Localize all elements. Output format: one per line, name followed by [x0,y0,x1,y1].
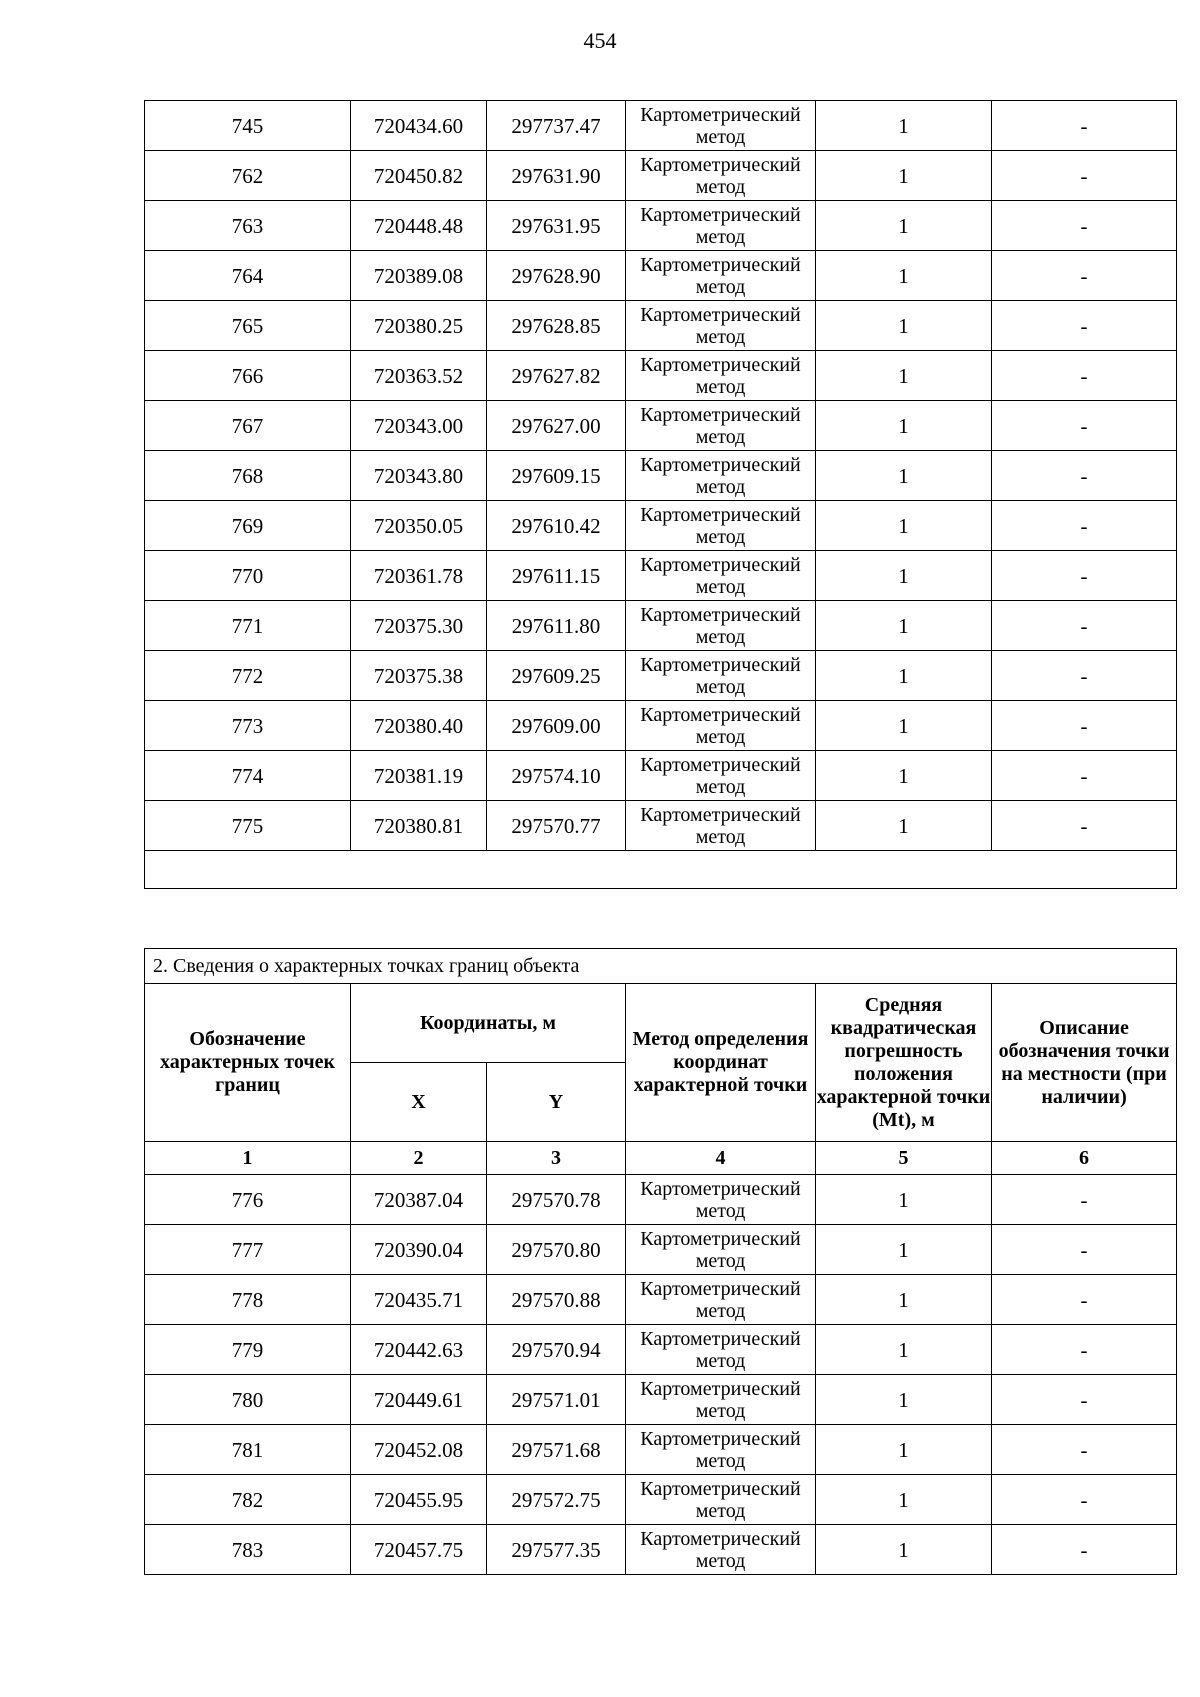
point-id-cell: 745 [145,101,351,151]
y-coordinate-cell: 297570.77 [487,801,626,851]
method-line-2: метод [695,575,746,598]
mt-error-cell: 1 [816,1475,992,1525]
mt-error-cell: 1 [816,201,992,251]
mt-error-cell: 1 [816,801,992,851]
method-line-1: Картометрический [640,1477,801,1500]
method-line-1: Картометрический [640,103,801,126]
column-number: 2 [351,1142,487,1175]
y-coordinate-cell: 297611.80 [487,601,626,651]
table-row [145,501,1177,551]
method-line-2: метод [695,1199,746,1222]
y-coordinate-cell: 297570.80 [487,1225,626,1275]
method-line-2: метод [695,225,746,248]
table-row [145,351,1177,401]
x-coordinate-cell: 720361.78 [351,551,487,601]
point-id-cell: 766 [145,351,351,401]
x-coordinate-cell: 720380.40 [351,701,487,751]
method-line-2: метод [695,1449,746,1472]
x-coordinate-cell: 720343.80 [351,451,487,501]
method-line-1: Картометрический [640,353,801,376]
y-coordinate-cell: 297570.78 [487,1175,626,1225]
column-number-row [145,1142,1177,1175]
mt-error-cell: 1 [816,1175,992,1225]
description-cell: - [992,1225,1177,1275]
mt-error-cell: 1 [816,601,992,651]
table-row [145,151,1177,201]
point-id-cell: 775 [145,801,351,851]
mt-error-cell: 1 [816,401,992,451]
x-coordinate-cell: 720343.00 [351,401,487,451]
method-cell [626,551,816,601]
table-row [145,251,1177,301]
y-coordinate-cell: 297610.42 [487,501,626,551]
description-cell: - [992,601,1177,651]
method-line-1: Картометрический [640,1377,801,1400]
x-coordinate-cell: 720455.95 [351,1475,487,1525]
point-id-cell: 782 [145,1475,351,1525]
method-line-1: Картометрический [640,303,801,326]
x-coordinate-cell: 720375.38 [351,651,487,701]
mt-error-cell: 1 [816,1425,992,1475]
table-row [145,551,1177,601]
method-line-2: метод [695,625,746,648]
method-cell [626,1425,816,1475]
description-cell: - [992,351,1177,401]
mt-error-cell: 1 [816,1225,992,1275]
table-row [145,801,1177,851]
mt-error-cell: 1 [816,451,992,501]
method-line-1: Картометрический [640,1227,801,1250]
x-coordinate-cell: 720450.82 [351,151,487,201]
method-cell [626,401,816,451]
table-row [145,1425,1177,1475]
table-row [145,751,1177,801]
y-coordinate-cell: 297571.01 [487,1375,626,1425]
point-id-cell: 771 [145,601,351,651]
method-cell [626,1225,816,1275]
point-id-cell: 779 [145,1325,351,1375]
column-number: 4 [626,1142,816,1175]
y-coordinate-cell: 297609.00 [487,701,626,751]
description-cell: - [992,651,1177,701]
y-coordinate-cell: 297570.88 [487,1275,626,1325]
section-title-row [145,949,1177,984]
method-cell [626,101,816,151]
description-cell: - [992,1375,1177,1425]
method-line-1: Картометрический [640,703,801,726]
mt-error-cell: 1 [816,351,992,401]
header-description: Описание обозначения точки на местности (при наличии) [992,984,1177,1142]
method-line-1: Картометрический [640,403,801,426]
description-cell: - [992,1425,1177,1475]
y-coordinate-cell: 297611.15 [487,551,626,601]
method-line-1: Картометрический [640,553,801,576]
description-cell: - [992,301,1177,351]
x-coordinate-cell: 720381.19 [351,751,487,801]
method-line-2: метод [695,675,746,698]
method-line-2: метод [695,725,746,748]
method-line-2: метод [695,825,746,848]
description-cell: - [992,1525,1177,1575]
points-table-continued [144,100,1177,889]
mt-error-cell: 1 [816,551,992,601]
points-table-section-2 [144,948,1177,1575]
table-row [145,601,1177,651]
table-row [145,701,1177,751]
table-row [145,1225,1177,1275]
method-cell [626,701,816,751]
x-coordinate-cell: 720350.05 [351,501,487,551]
point-id-cell: 776 [145,1175,351,1225]
column-number: 6 [992,1142,1177,1175]
point-id-cell: 762 [145,151,351,201]
point-id-cell: 769 [145,501,351,551]
column-number: 3 [487,1142,626,1175]
mt-error-cell: 1 [816,701,992,751]
method-line-1: Картометрический [640,653,801,676]
method-cell [626,801,816,851]
y-coordinate-cell: 297627.82 [487,351,626,401]
description-cell: - [992,401,1177,451]
x-coordinate-cell: 720435.71 [351,1275,487,1325]
x-coordinate-cell: 720363.52 [351,351,487,401]
method-line-2: метод [695,1299,746,1322]
mt-error-cell: 1 [816,251,992,301]
method-line-1: Картометрический [640,753,801,776]
column-number: 5 [816,1142,992,1175]
method-cell [626,151,816,201]
method-line-2: метод [695,1499,746,1522]
description-cell: - [992,751,1177,801]
y-coordinate-cell: 297627.00 [487,401,626,451]
mt-error-cell: 1 [816,501,992,551]
point-id-cell: 768 [145,451,351,501]
description-cell: - [992,1275,1177,1325]
description-cell: - [992,451,1177,501]
point-id-cell: 783 [145,1525,351,1575]
method-line-2: метод [695,775,746,798]
method-line-1: Картометрический [640,1527,801,1550]
x-coordinate-cell: 720457.75 [351,1525,487,1575]
method-line-2: метод [695,1549,746,1572]
y-coordinate-cell: 297570.94 [487,1325,626,1375]
y-coordinate-cell: 297628.90 [487,251,626,301]
table-row [145,1275,1177,1325]
table-row [145,301,1177,351]
y-coordinate-cell: 297631.90 [487,151,626,201]
header-point-designation: Обозначение характерных точек границ [145,984,351,1142]
mt-error-cell: 1 [816,751,992,801]
method-line-2: метод [695,375,746,398]
mt-error-cell: 1 [816,301,992,351]
x-coordinate-cell: 720387.04 [351,1175,487,1225]
point-id-cell: 765 [145,301,351,351]
y-coordinate-cell: 297574.10 [487,751,626,801]
description-cell: - [992,1325,1177,1375]
method-line-1: Картометрический [640,1177,801,1200]
point-id-cell: 772 [145,651,351,701]
table-row [145,1475,1177,1525]
mt-error-cell: 1 [816,1525,992,1575]
point-id-cell: 777 [145,1225,351,1275]
x-coordinate-cell: 720442.63 [351,1325,487,1375]
header-method: Метод определения координат характерной точки [626,984,816,1142]
method-line-2: метод [695,125,746,148]
mt-error-cell: 1 [816,101,992,151]
method-line-1: Картометрический [640,253,801,276]
table-row [145,1375,1177,1425]
method-cell [626,251,816,301]
mt-error-cell: 1 [816,1325,992,1375]
mt-error-cell: 1 [816,651,992,701]
header-x: X [351,1063,487,1142]
description-cell: - [992,101,1177,151]
method-line-1: Картометрический [640,453,801,476]
method-cell [626,651,816,701]
header-mt-error: Средняя квадратическая погрешность положения характерной точки (Mt), м [816,984,992,1142]
table-row [145,1325,1177,1375]
method-cell [626,301,816,351]
x-coordinate-cell: 720390.04 [351,1225,487,1275]
method-line-1: Картометрический [640,603,801,626]
method-line-1: Картометрический [640,1427,801,1450]
point-id-cell: 781 [145,1425,351,1475]
method-cell [626,1275,816,1325]
description-cell: - [992,501,1177,551]
description-cell: - [992,701,1177,751]
mt-error-cell: 1 [816,151,992,201]
method-line-1: Картометрический [640,1277,801,1300]
point-id-cell: 773 [145,701,351,751]
y-coordinate-cell: 297571.68 [487,1425,626,1475]
method-line-2: метод [695,1249,746,1272]
mt-error-cell: 1 [816,1375,992,1425]
method-cell [626,601,816,651]
x-coordinate-cell: 720380.25 [351,301,487,351]
x-coordinate-cell: 720448.48 [351,201,487,251]
method-line-1: Картометрический [640,203,801,226]
table-row [145,201,1177,251]
method-line-2: метод [695,1349,746,1372]
description-cell: - [992,151,1177,201]
description-cell: - [992,1475,1177,1525]
table-row [145,101,1177,151]
method-cell [626,351,816,401]
point-id-cell: 774 [145,751,351,801]
method-line-2: метод [695,475,746,498]
description-cell: - [992,801,1177,851]
y-coordinate-cell: 297609.15 [487,451,626,501]
point-id-cell: 770 [145,551,351,601]
method-line-2: метод [695,525,746,548]
method-line-1: Картометрический [640,503,801,526]
point-id-cell: 767 [145,401,351,451]
description-cell: - [992,251,1177,301]
method-cell [626,751,816,801]
method-line-1: Картометрический [640,153,801,176]
method-line-2: метод [695,325,746,348]
y-coordinate-cell: 297628.85 [487,301,626,351]
method-cell [626,1175,816,1225]
y-coordinate-cell: 297577.35 [487,1525,626,1575]
method-cell [626,1525,816,1575]
method-cell [626,501,816,551]
method-cell [626,451,816,501]
x-coordinate-cell: 720375.30 [351,601,487,651]
description-cell: - [992,1175,1177,1225]
method-line-2: метод [695,275,746,298]
header-row [145,984,1177,1063]
y-coordinate-cell: 297737.47 [487,101,626,151]
header-y: Y [487,1063,626,1142]
point-id-cell: 778 [145,1275,351,1325]
method-cell [626,1475,816,1525]
y-coordinate-cell: 297572.75 [487,1475,626,1525]
header-coordinates: Координаты, м [351,984,626,1063]
x-coordinate-cell: 720389.08 [351,251,487,301]
table-row [145,651,1177,701]
empty-cell [145,851,1177,889]
points-table-body [145,101,1177,851]
method-line-1: Картометрический [640,1327,801,1350]
point-id-cell: 780 [145,1375,351,1425]
y-coordinate-cell: 297609.25 [487,651,626,701]
method-line-2: метод [695,425,746,448]
description-cell: - [992,201,1177,251]
table-row [145,401,1177,451]
page-number: 454 [583,28,617,53]
points-table-body [145,1175,1177,1575]
point-id-cell: 764 [145,251,351,301]
table-row [145,1525,1177,1575]
x-coordinate-cell: 720434.60 [351,101,487,151]
y-coordinate-cell: 297631.95 [487,201,626,251]
method-cell [626,1375,816,1425]
x-coordinate-cell: 720449.61 [351,1375,487,1425]
table-row [145,1175,1177,1225]
x-coordinate-cell: 720452.08 [351,1425,487,1475]
table-row [145,451,1177,501]
method-cell [626,201,816,251]
method-line-2: метод [695,175,746,198]
empty-row [145,851,1177,889]
section-title: 2. Сведения о характерных точках границ объекта [145,949,1177,984]
method-line-1: Картометрический [640,803,801,826]
point-id-cell: 763 [145,201,351,251]
x-coordinate-cell: 720380.81 [351,801,487,851]
method-cell [626,1325,816,1375]
description-cell: - [992,551,1177,601]
mt-error-cell: 1 [816,1275,992,1325]
method-line-2: метод [695,1399,746,1422]
column-number: 1 [145,1142,351,1175]
